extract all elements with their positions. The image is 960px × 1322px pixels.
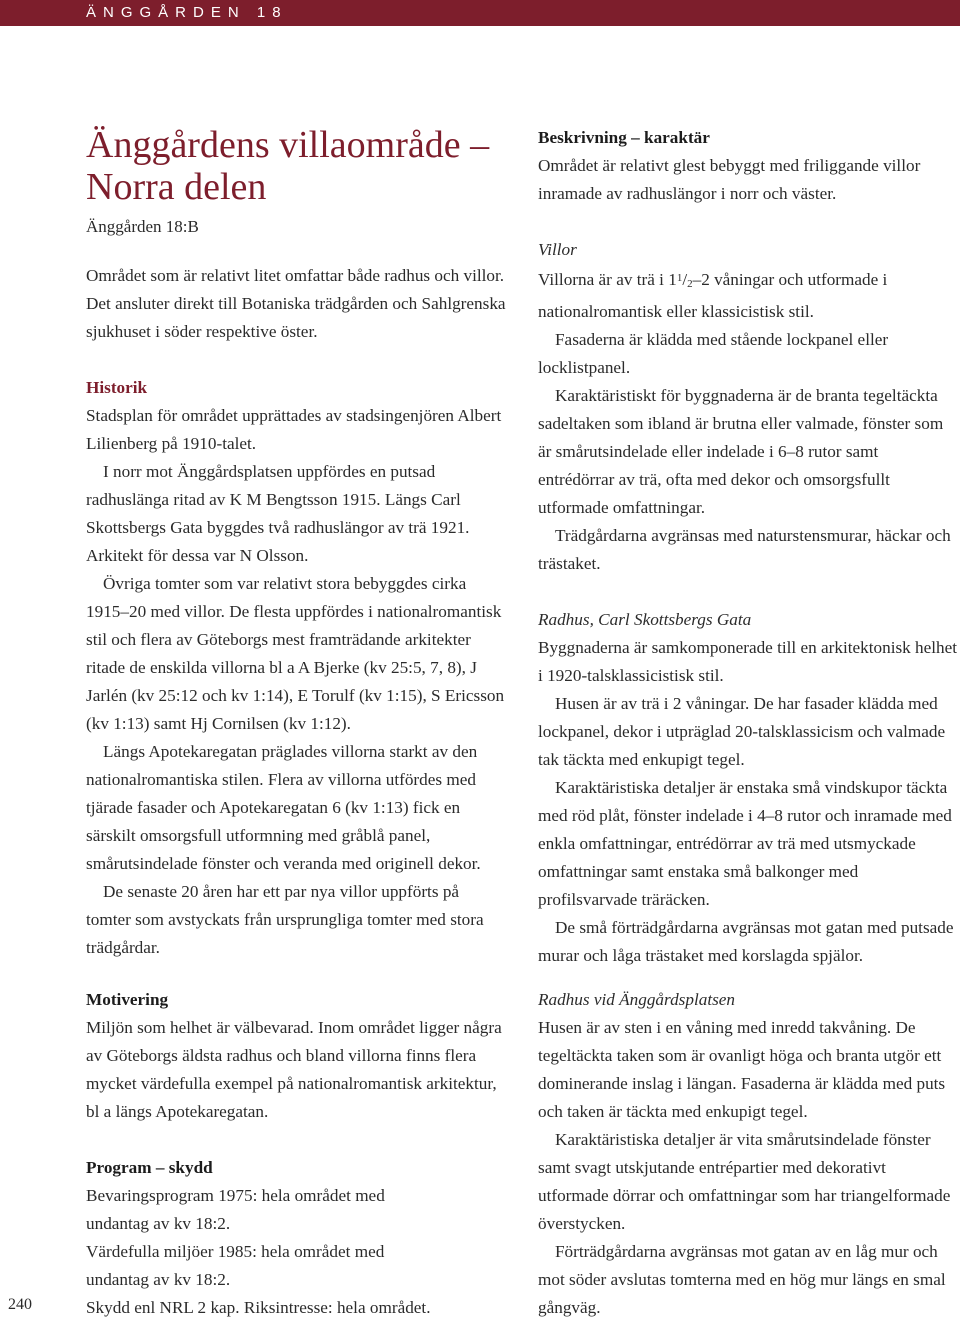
radhus-ang-paragraph-3: Förträdgårdarna avgränsas mot gatan av en låg mur och mot söder avslutas tomterna med en hög mur längs en smal gångväg.: [538, 1242, 946, 1317]
historik-paragraph-2: I norr mot Änggårdsplatsen uppfördes en putsad radhuslänga ritad av K M Bengtsson 1915. Längs Carl Skottsbergs Gata byggdes två radhuslängor av trä 1921. Arkitekt för dessa var N Olsson.: [86, 462, 470, 565]
running-header: ÄNGGÅRDEN 18: [86, 4, 288, 21]
radhus-ang-heading: Radhus vid Änggårdsplatsen: [538, 990, 736, 1009]
right-column-lower: [538, 986, 958, 1322]
left-column: [86, 262, 506, 962]
left-column-lower: [86, 986, 506, 1322]
program-heading: Program – skydd: [86, 1158, 213, 1177]
historik-paragraph-1: Stadsplan för området upprättades av stadsingenjören Albert Lilienberg på 1910-talet.: [86, 406, 502, 453]
villor-heading: Villor: [538, 240, 577, 259]
right-column: [538, 124, 958, 970]
radhus-ang-paragraph-1: Husen är av sten i en våning med inredd takvåning. De tegeltäckta taken som är ovanligt höga och branta utgör ett dominerande inslag i längan. Fasaderna är klädda med puts och taken är täckta med enkupigt tegel.: [538, 1018, 946, 1121]
beskrivning-paragraph: Området är relativt glest bebyggt med friliggande villor inramade av radhuslängor i norr och väster.: [538, 156, 921, 203]
page-number: 240: [8, 1296, 32, 1313]
villor-paragraph-3: Karaktäristiskt för byggnaderna är de branta tegeltäckta sadeltaken som ibland är brutna eller valmade, fönster som är smårutsindelade eller indelade i 6–8 rutor samt entrédörrar av trä, ofta med dekor och omsorgsfullt utformade omfattningar.: [538, 386, 944, 517]
radhus-csg-paragraph-2: Husen är av trä i 2 våningar. De har fasader klädda med lockpanel, dekor i utpräglad 20-talsklassicism och valmade tak täckta med enkupigt tegel.: [538, 694, 946, 769]
radhus-csg-heading: Radhus, Carl Skottsbergs Gata: [538, 610, 752, 629]
header-bar: [0, 0, 960, 26]
program-line-3: Skydd enl NRL 2 kap. Riksintresse: hela området.: [86, 1298, 431, 1317]
radhus-csg-paragraph-3: Karaktäristiska detaljer är enstaka små vindskupor täckta med röd plåt, fönster indelade i 4–8 rutor och inramade med enkla omfattningar, entrédörrar av trä med utsmyckade omfattningar samt enstaka små balkonger med profilsvarvade träräcken.: [538, 778, 952, 909]
villor-paragraph-2: Fasaderna är klädda med stående lockpanel eller locklistpanel.: [538, 330, 889, 377]
radhus-ang-paragraph-2: Karaktäristiska detaljer är vita smårutsindelade fönster samt svagt utskjutande entrépartier med dekorativt utformade dörrar och omfattningar som har triangelformade överstycken.: [538, 1130, 951, 1233]
page-subtitle: Änggården 18:B: [86, 217, 199, 236]
radhus-csg-paragraph-1: Byggnaderna är samkomponerade till en arkitektonisk helhet i 1920-talsklassicistisk stil.: [538, 638, 958, 685]
villor-paragraph-1: Villorna är av trä i $1^1/2-2$ våningar och utformade i nationalromantisk eller klassicistisk stil.: [538, 270, 888, 321]
page-title: Änggårdens villaområde – Norra delen: [86, 124, 490, 208]
motivering-paragraph: Miljön som helhet är välbevarad. Inom området ligger några av Göteborgs äldsta radhus och bland villorna finns flera mycket värdefulla exempel på nationalromantisk arkitektur, bl a längs Apotekaregatan.: [86, 1018, 502, 1121]
historik-heading: Historik: [86, 378, 148, 397]
program-line-1: Bevaringsprogram 1975: hela området med undantag av kv 18:2.: [86, 1186, 385, 1233]
historik-paragraph-4: Längs Apotekaregatan präglades villorna starkt av den nationalromantiska stilen. Flera av villorna utfördes med tjärade fasader och Apotekaregatan 6 (kv 1:13) fick en särskilt omsorgsfull utformning med gråblå panel, smårutsindelade fönster och veranda med originell dekor.: [86, 742, 481, 873]
radhus-csg-paragraph-4: De små förträdgårdarna avgränsas mot gatan med putsade murar och låga trästaket med korslagda spjälor.: [538, 918, 954, 965]
program-line-2: Värdefulla miljöer 1985: hela området med undantag av kv 18:2.: [86, 1242, 385, 1289]
motivering-heading: Motivering: [86, 990, 169, 1009]
beskrivning-heading: Beskrivning – karaktär: [538, 128, 710, 147]
villor-paragraph-4: Trädgårdarna avgränsas med naturstensmurar, häckar och trästaket.: [538, 526, 951, 573]
historik-paragraph-5: De senaste 20 åren har ett par nya villor uppförts på tomter som avstyckats från ursprungliga tomter med stora trädgårdar.: [86, 882, 484, 957]
intro-paragraph: Området som är relativt litet omfattar både radhus och villor. Det ansluter direkt till Botaniska trädgården och Sahlgrenska sjukhuset i söder respektive öster.: [86, 266, 506, 341]
historik-paragraph-3: Övriga tomter som var relativt stora bebyggdes cirka 1915–20 med villor. De flesta uppfördes i nationalromantisk stil och flera av Göteborgs mest framträdande arkitekter ritade de enskilda villorna bl a A Bjerke (kv 25:5, 7, 8), J Jarlén (kv 25:12 och kv 1:14), E Torulf (kv 1:15), S Ericsson (kv 1:13) samt Hj Cornilsen (kv 1:12).: [86, 574, 505, 733]
